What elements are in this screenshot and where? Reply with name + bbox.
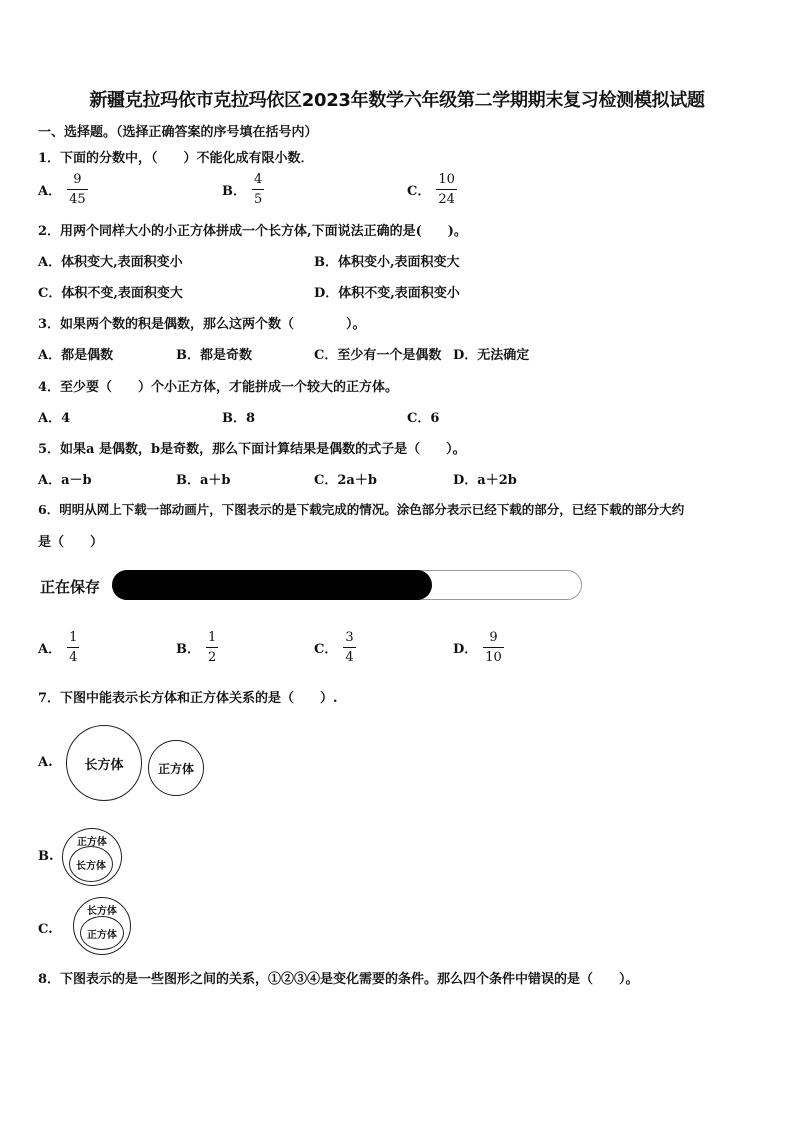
q1-option-b[interactable]	[222, 172, 264, 207]
q7-option-b-letter[interactable]: B.	[38, 849, 54, 864]
q5-option-c[interactable]: C．2a＋b	[314, 473, 377, 488]
q4-option-c[interactable]: C．6	[407, 411, 440, 426]
fraction: $\frac{4}{5}$	[254, 172, 263, 207]
option-letter: C．	[407, 184, 431, 199]
q7-a-cube-circle	[148, 740, 204, 796]
q8-stem: 8．下图表示的是一些图形之间的关系，①②③④是变化需要的条件。那么四个条件中错误的是（ ）。	[38, 972, 639, 987]
cube-label: 正方体	[87, 929, 117, 941]
download-progress-bar	[112, 570, 582, 600]
section-heading: 一、选择题。（选择正确答案的序号填在括号内）	[38, 125, 318, 140]
cuboid-label: 长方体	[84, 757, 124, 773]
fraction: $\frac{10}{24}$	[438, 172, 455, 207]
q7-b-inner-circle	[69, 846, 113, 882]
q6-option-d[interactable]	[453, 630, 504, 665]
fraction: $\frac{1}{2}$	[208, 630, 217, 665]
q2-option-c[interactable]: C．体积不变,表面积变大	[38, 286, 183, 301]
q6-option-c[interactable]	[314, 630, 356, 665]
q2-option-b[interactable]: B．体积变小,表面积变大	[314, 255, 460, 270]
q6-stem-line1: 6．明明从网上下载一部动画片，下图表示的是下载完成的情况。涂色部分表示已经下载的部分，已经下载的部分大约	[38, 502, 685, 517]
page-title: 新疆克拉玛依市克拉玛依区2023年数学六年级第二学期期末复习检测模拟试题	[89, 90, 705, 111]
q7-option-a-letter[interactable]: A.	[38, 755, 53, 770]
q3-option-c[interactable]: C．至少有一个是偶数	[314, 348, 442, 363]
q1-option-a[interactable]	[38, 172, 88, 207]
fraction: $\frac{1}{4}$	[69, 630, 78, 665]
q2-option-a[interactable]: A．体积变大,表面积变小	[38, 255, 183, 270]
q7-a-cuboid-circle	[66, 725, 142, 801]
q3-option-d[interactable]: D．无法确定	[453, 348, 530, 363]
fraction: $\frac{9}{45}$	[69, 172, 86, 207]
q6-stem-line2: 是（ ）	[38, 535, 104, 550]
q6-option-b[interactable]	[176, 630, 218, 665]
q7-c-inner-circle	[80, 916, 124, 950]
option-letter: A．	[38, 642, 62, 657]
option-letter: B．	[222, 184, 246, 199]
q2-stem: 2．用两个同样大小的小正方体拼成一个长方体,下面说法正确的是( )。	[38, 224, 467, 239]
q1-stem: 1．下面的分数中，（ ）不能化成有限小数．	[38, 151, 314, 166]
q5-stem: 5．如果a 是偶数，b是奇数，那么下面计算结果是偶数的式子是（ ）。	[38, 442, 466, 457]
cuboid-label: 长方体	[87, 906, 117, 917]
q3-stem: 3．如果两个数的积是偶数，那么这两个数（ ）。	[38, 317, 366, 332]
cube-label: 正方体	[77, 837, 107, 848]
q7-option-c-letter[interactable]: C.	[38, 922, 53, 937]
download-progress-fill	[112, 570, 432, 600]
q5-option-d[interactable]: D．a＋2b	[453, 473, 517, 488]
q3-option-a[interactable]: A．都是偶数	[38, 348, 114, 363]
q4-stem: 4．至少要（ ）个小正方体，才能拼成一个较大的正方体。	[38, 380, 399, 395]
q1-option-c[interactable]	[407, 172, 457, 207]
q4-option-a[interactable]: A．4	[38, 411, 71, 426]
option-letter: B．	[176, 642, 200, 657]
q5-option-a[interactable]: A．a－b	[38, 473, 92, 488]
fraction: $\frac{9}{10}$	[485, 630, 502, 665]
q4-option-b[interactable]: B．8	[222, 411, 256, 426]
fraction: $\frac{3}{4}$	[345, 630, 354, 665]
cube-label: 正方体	[157, 761, 194, 776]
option-letter: C．	[314, 642, 338, 657]
q2-option-d[interactable]: D．体积不变,表面积变小	[314, 286, 460, 301]
q3-option-b[interactable]: B．都是奇数	[176, 348, 252, 363]
q5-option-b[interactable]: B．a＋b	[176, 473, 231, 488]
q6-option-a[interactable]	[38, 630, 79, 665]
option-letter: A．	[38, 184, 62, 199]
q7-stem: 7．下图中能表示长方体和正方体关系的是（ ）.	[38, 691, 338, 706]
option-letter: D．	[453, 642, 478, 657]
saving-label: 正在保存	[40, 578, 101, 596]
cuboid-label: 长方体	[76, 860, 106, 872]
